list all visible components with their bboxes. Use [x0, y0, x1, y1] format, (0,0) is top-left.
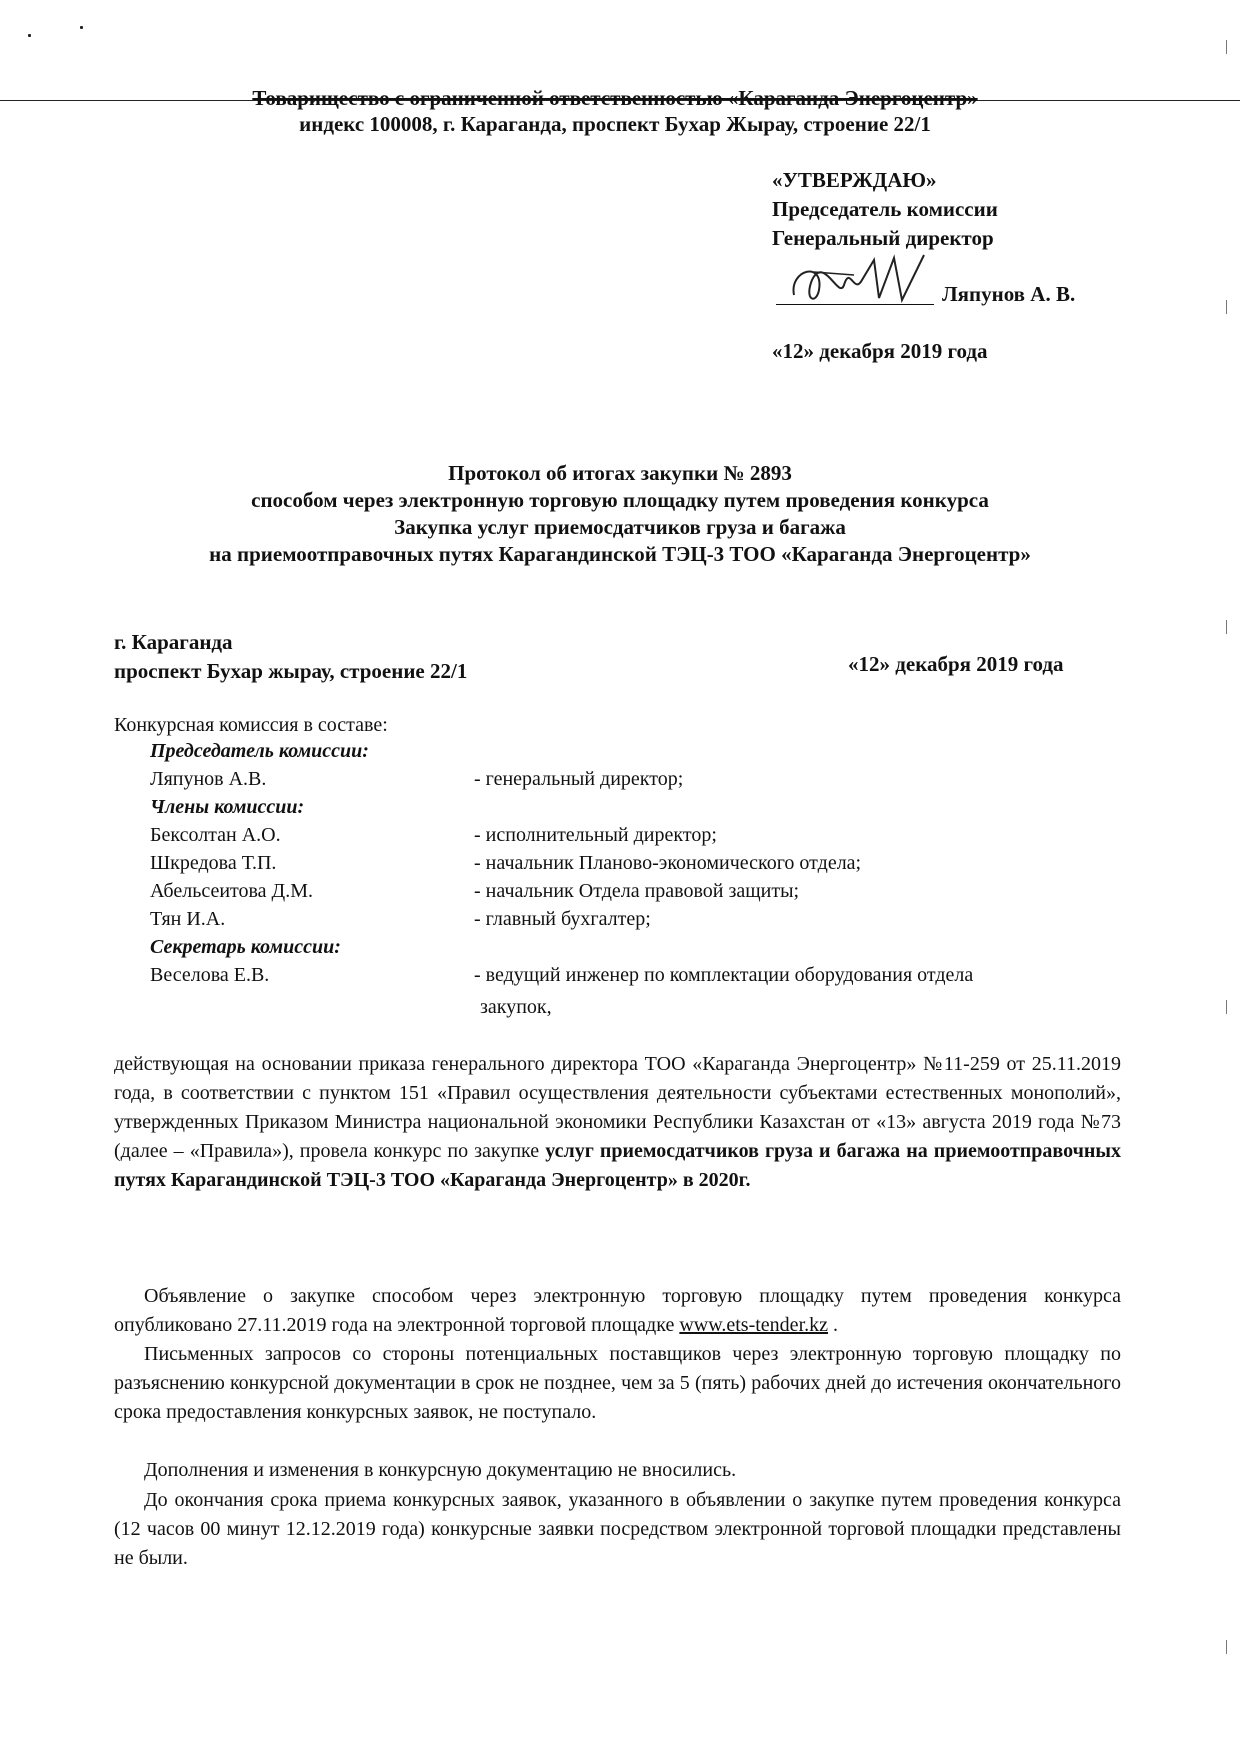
- secretary-role-continuation: закупок,: [480, 996, 552, 1018]
- place-street: проспект Бухар жырау, строение 22/1: [114, 659, 468, 683]
- paragraph-deadline: До окончания срока приема конкурсных заявок, указанного в объявлении о закупке путем проведения конкурса (12 часов 00 минут 12.12.2019 года) конкурсные заявки посредством электронной торговой площадки представлены не были.: [114, 1489, 1121, 1569]
- scan-edge-mark: [1226, 1000, 1227, 1014]
- tender-site-link[interactable]: www.ets-tender.kz: [679, 1314, 828, 1336]
- member-name: Абельсеитова Д.М.: [150, 880, 313, 902]
- approval-signer: Ляпунов А. В.: [942, 282, 1076, 306]
- organization-name: Товарищество с ограниченной ответственностью «Караганда Энергоцентр»: [252, 86, 978, 110]
- member-role: - начальник Отдела правовой защиты;: [474, 880, 800, 902]
- member-name: Ляпунов А.В.: [150, 768, 267, 790]
- scan-edge-mark: [1226, 1640, 1227, 1654]
- title-line-1: Протокол об итогах закупки № 2893: [448, 461, 792, 485]
- scan-edge-mark: [1226, 620, 1227, 634]
- announcement-end: .: [828, 1314, 838, 1336]
- document-title: [110, 460, 1130, 568]
- approval-stamp-text: «УТВЕРЖДАЮ»: [772, 168, 937, 192]
- signature-image: [784, 250, 934, 310]
- scan-edge-mark: [1226, 300, 1227, 314]
- commission-row: [150, 768, 684, 796]
- approval-role-director: Генеральный директор: [772, 226, 994, 250]
- commission-intro: Конкурсная комиссия в составе:: [114, 714, 388, 736]
- scan-speck: [80, 26, 83, 29]
- secretary-heading: Секретарь комиссии:: [150, 936, 341, 958]
- commission-row: [150, 880, 800, 908]
- member-role: - исполнительный директор;: [474, 824, 717, 846]
- purchase-subject: услуг приемосдатчиков груза и багажа на приемоотправочных путях Карагандинской ТЭЦ-3 ТОО «Караганда Энергоцентр» в 2020г.: [114, 1140, 1121, 1191]
- chair-heading: Председатель комиссии:: [150, 740, 369, 762]
- member-name: Шкредова Т.П.: [150, 852, 277, 874]
- member-name: Тян И.А.: [150, 908, 226, 930]
- paragraph-requests: Письменных запросов со стороны потенциальных поставщиков через электронную торговую площадку по разъяснению конкурсной документации в срок не позднее, чем за 5 (пять) рабочих дней до истечения окончательного срока предоставления конкурсных заявок, не поступало.: [114, 1343, 1121, 1423]
- scan-edge-mark: [1226, 40, 1227, 54]
- title-line-2: способом через электронную торговую площадку путем проведения конкурса: [251, 488, 989, 512]
- commission-row: [150, 824, 717, 852]
- signature-line: [776, 304, 934, 305]
- member-role: - начальник Планово-экономического отдела;: [474, 852, 862, 874]
- announcement-text: Объявление о закупке способом через электронную торговую площадку путем проведения конкурса опубликовано 27.11.2019 года на электронной торговой площадке: [114, 1285, 1121, 1336]
- approval-date: «12» декабря 2019 года: [772, 339, 988, 363]
- approval-block: [772, 166, 998, 253]
- scan-speck: [28, 34, 31, 37]
- member-name: Бексолтан А.О.: [150, 824, 281, 846]
- paragraph-basis-text: действующая на основании приказа генерального директора ТОО «Караганда Энергоцентр» №11-259 от 25.11.2019 года, в соответствии с пунктом 151 «Правил осуществления деятельности субъектами естественных монополий», утвержденных Приказом Министра национальной экономики Республики Казахстан от «13» августа 2019 года №73 (далее – «Правила»), провела конкурс по закупке: [114, 1053, 1121, 1162]
- member-role: - ведущий инженер по комплектации оборудования отдела: [474, 964, 974, 986]
- member-role: - генеральный директор;: [474, 768, 684, 790]
- commission-row: [150, 908, 651, 936]
- commission-row: [150, 852, 862, 880]
- organization-address: индекс 100008, г. Караганда, проспект Бухар Жырау, строение 22/1: [299, 112, 931, 136]
- paragraph-basis: [114, 1050, 1121, 1195]
- paragraph-announcement: [114, 1282, 1121, 1340]
- title-line-3: Закупка услуг приемосдатчиков груза и багажа: [394, 515, 846, 539]
- place-city: г. Караганда: [114, 630, 233, 654]
- title-line-4: на приемоотправочных путях Карагандинской ТЭЦ-3 ТОО «Караганда Энергоцентр»: [209, 542, 1031, 566]
- commission-row: [150, 964, 974, 992]
- member-role: - главный бухгалтер;: [474, 908, 651, 930]
- member-name: Веселова Е.В.: [150, 964, 270, 986]
- approval-role-chair: Председатель комиссии: [772, 197, 998, 221]
- commission-list: [150, 740, 974, 992]
- members-heading: Члены комиссии:: [150, 796, 305, 818]
- place-block: [114, 628, 467, 686]
- paragraph-changes: Дополнения и изменения в конкурсную документацию не вносились.: [144, 1459, 737, 1481]
- document-date: «12» декабря 2019 года: [848, 652, 1064, 676]
